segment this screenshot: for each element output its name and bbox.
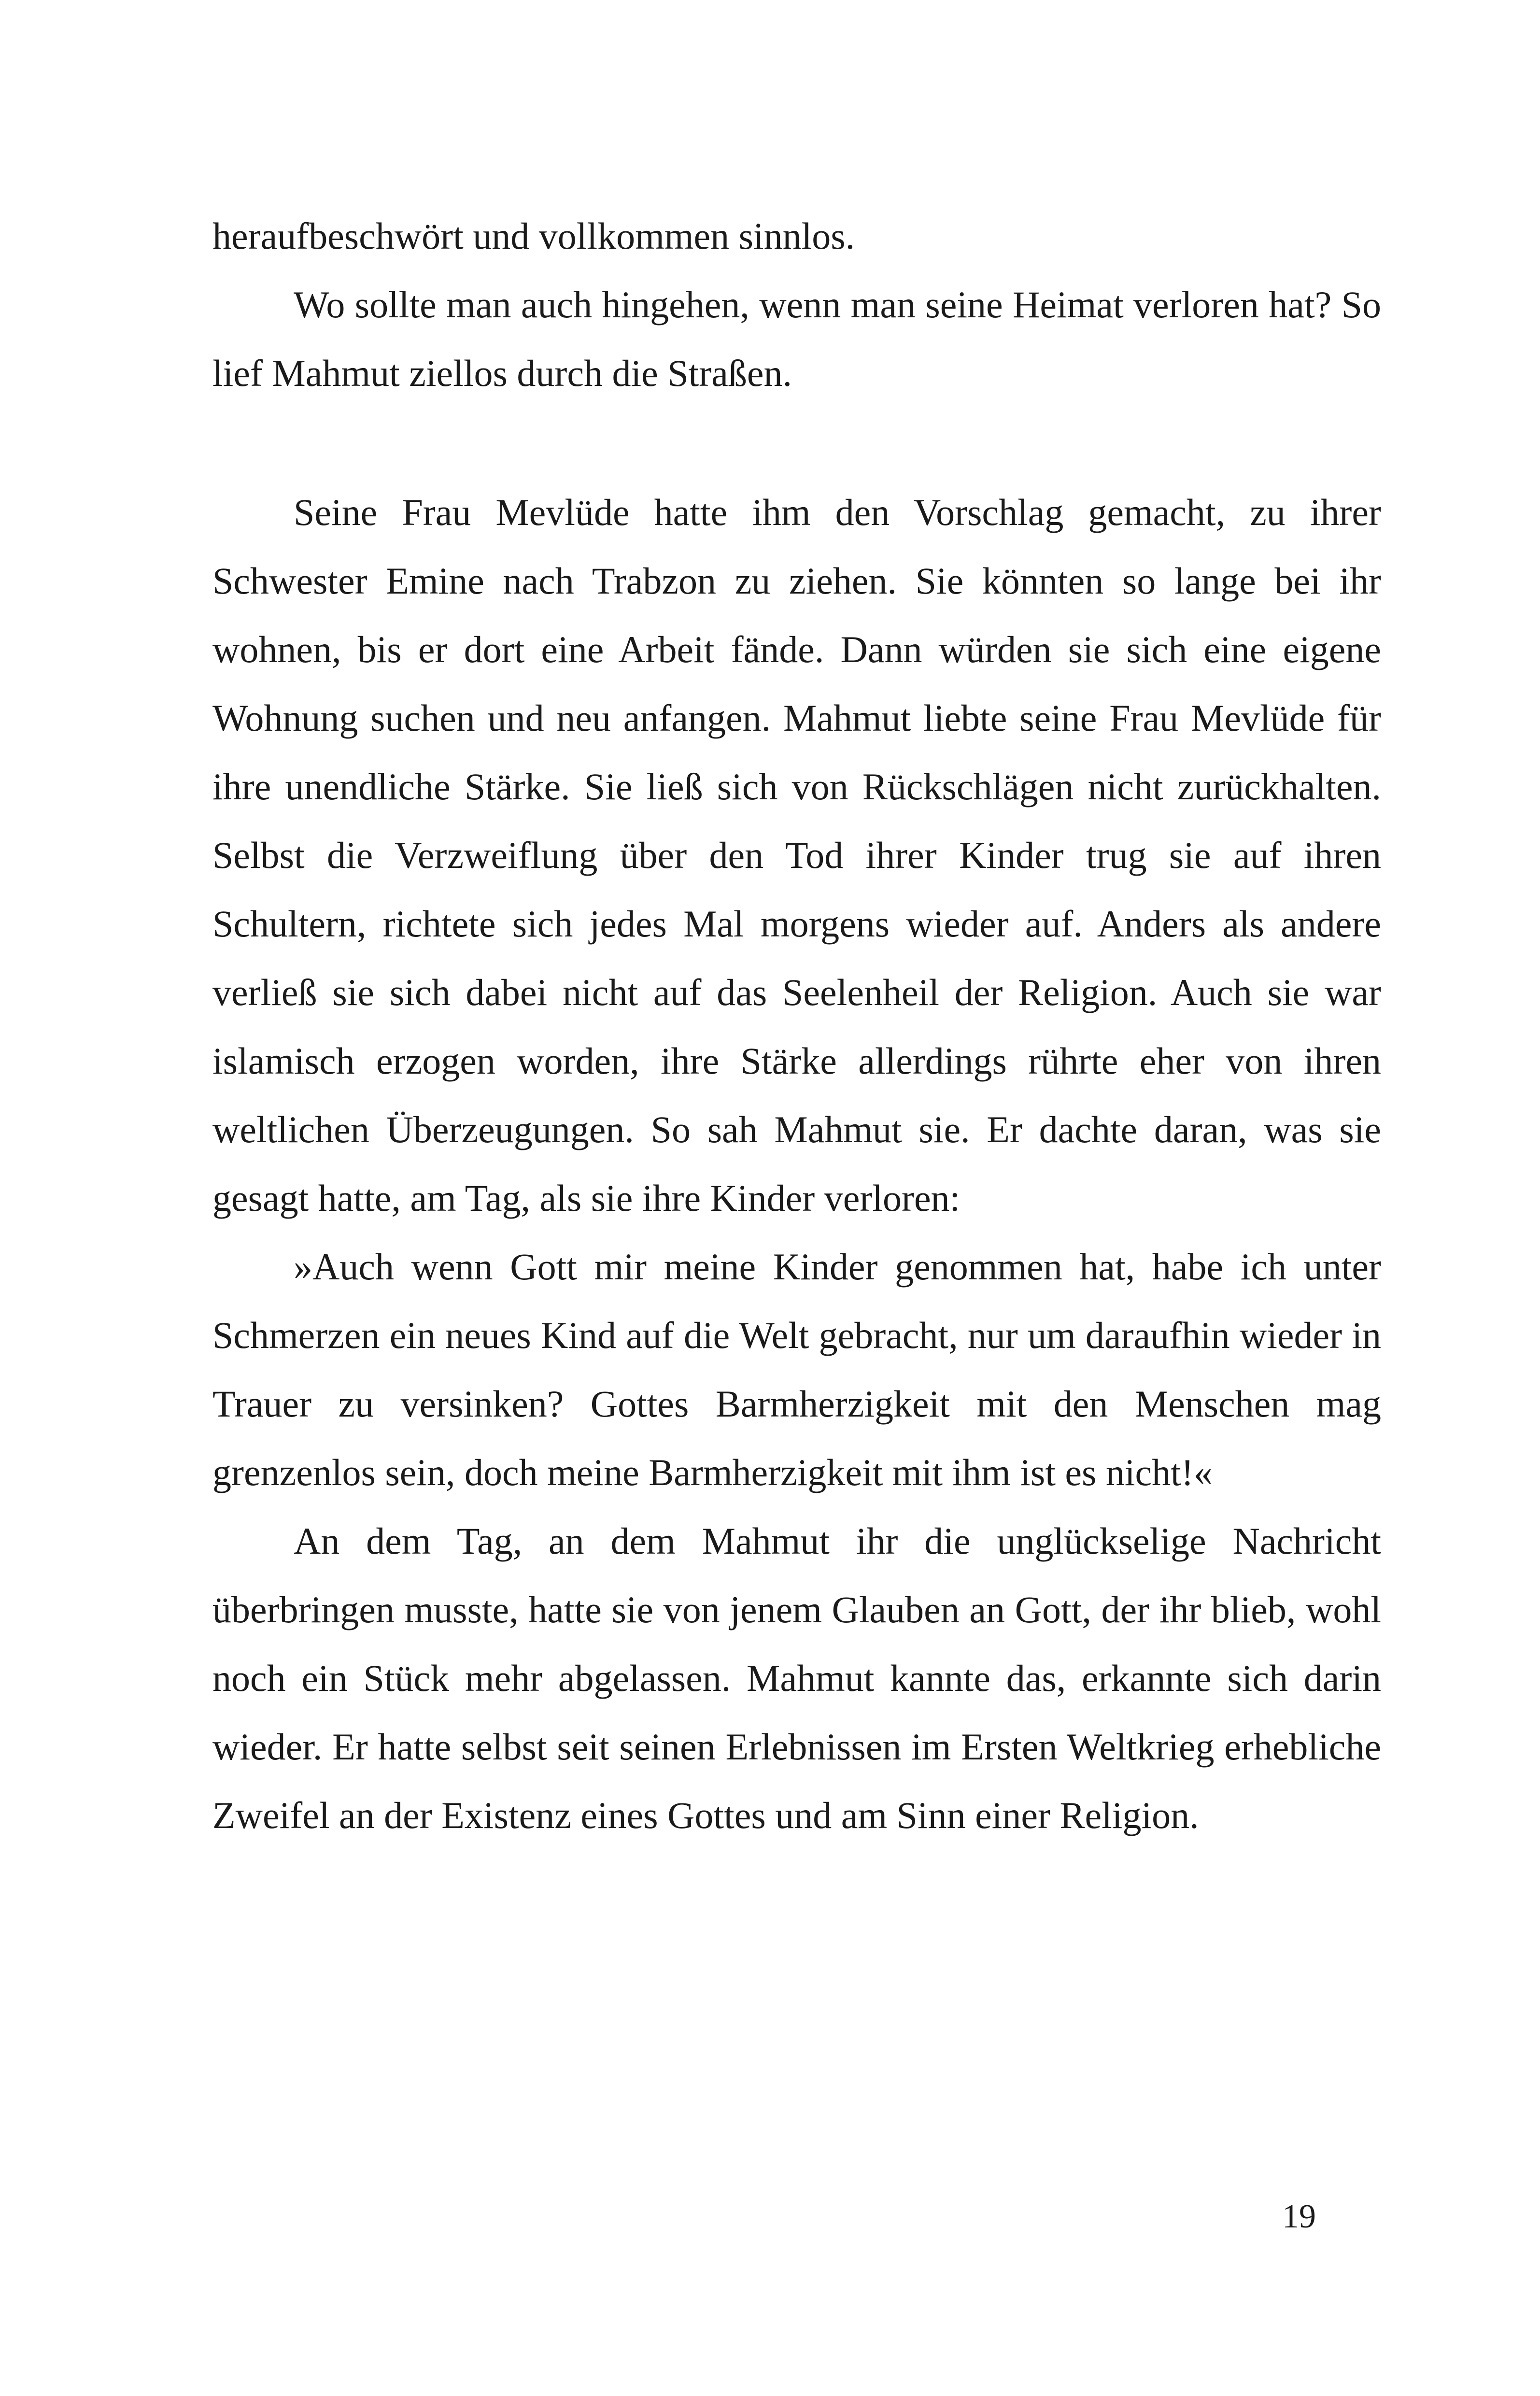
page-number: 19 [1282, 2198, 1316, 2235]
continuation-text-block [212, 202, 1381, 408]
paragraph: Wo sollte man auch hingehen, wenn man seine Heimat verloren hat? So lief Mahmut ziellos durch die Straßen. [212, 284, 1381, 394]
paragraph: An dem Tag, an dem Mahmut ihr die unglückselige Nachricht überbringen musste, hatte sie von jenem Glauben an Gott, der ihr blieb, wohl noch ein Stück mehr abgelassen. Mahmut kannte das, erkannte sich darin wieder. Er hatte selbst seit seinen Erlebnissen im Ersten Weltkrieg erhebliche Zweifel an der Existenz eines Gottes und am Sinn einer Religion. [212, 1520, 1381, 1836]
section-text-block [212, 478, 1381, 1850]
paragraph: Seine Frau Mevlüde hatte ihm den Vorschlag gemacht, zu ihrer Schwester Emine nach Trabzon zu ziehen. Sie könnten so lange bei ihr wohnen, bis er dort eine Arbeit fände. Dann würden sie sich eine eigene Wohnung suchen und neu anfangen. Mahmut liebte seine Frau Mevlüde für ihre unendliche Stärke. Sie ließ sich von Rückschlägen nicht zurückhalten. Selbst die Verzweiflung über den Tod ihrer Kinder trug sie auf ihren Schultern, richtete sich jedes Mal morgens wieder auf. Anders als andere verließ sie sich dabei nicht auf das Seelenheil der Religion. Auch sie war islamisch erzogen worden, ihre Stärke allerdings rührte eher von ihren weltlichen Überzeugungen. So sah Mahmut sie. Er dachte daran, was sie gesagt hatte, am Tag, als sie ihre Kinder verloren: [212, 491, 1381, 1219]
paragraph: heraufbeschwört und vollkommen sinnlos. [212, 215, 855, 257]
quote-paragraph: »Auch wenn Gott mir meine Kinder genommen hat, habe ich unter Schmerzen ein neues Kind auf die Welt gebracht, nur um daraufhin wieder in Trauer zu versinken? Gottes Barmherzigkeit mit den Menschen mag grenzenlos sein, doch meine Barmherzigkeit mit ihm ist es nicht!« [212, 1246, 1381, 1493]
